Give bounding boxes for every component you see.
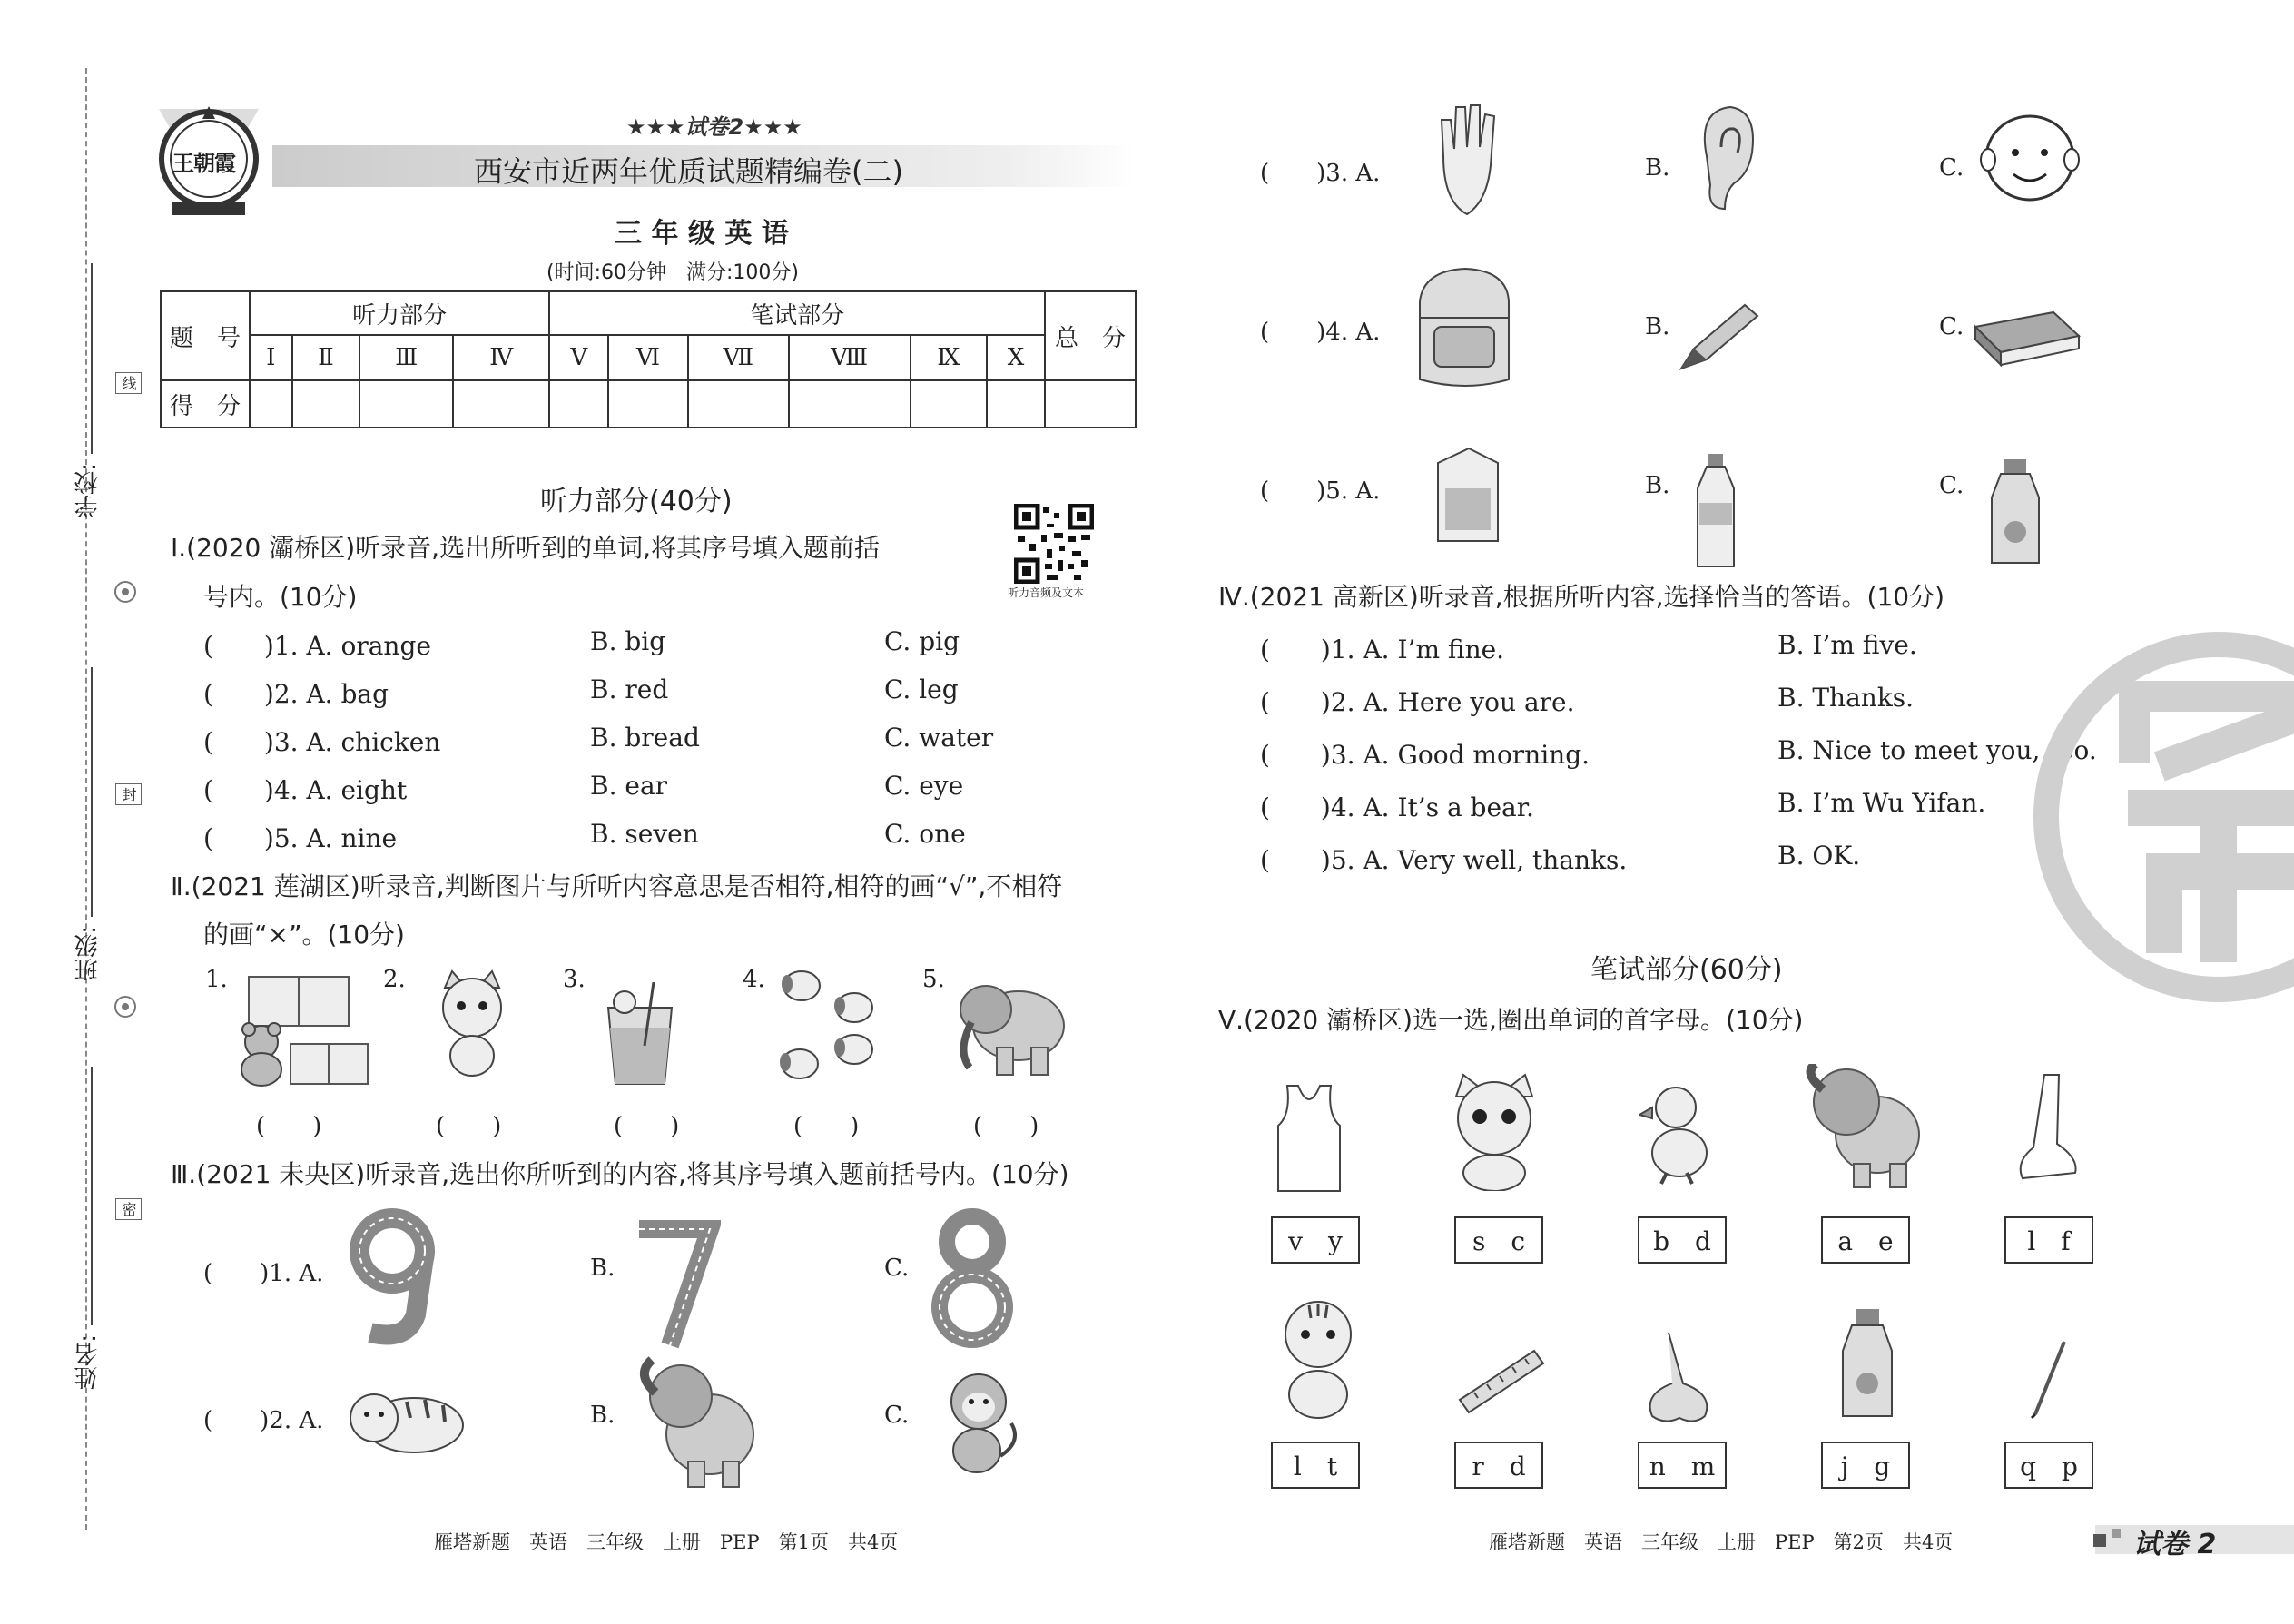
s4-q4-b: B. I’m Wu Yifan. [1777,788,1986,818]
letter-choice-box[interactable]: v y [1271,1216,1360,1264]
teddy-gift-icon [227,969,372,1088]
s3-q1-c: C. [884,1255,910,1282]
s1-q4[interactable]: ( )4. A. eight [203,775,408,805]
s3-q2-b: B. [590,1402,615,1429]
s4-q3[interactable]: ( )3. A. Good morning. [1260,740,1590,770]
water-bottle-icon [1690,452,1741,572]
numeral-cell: Ⅵ [608,335,688,380]
qr-code-icon [1014,504,1094,584]
s3-q4[interactable]: ( )4. A. [1260,319,1381,346]
juice-bottle-icon [1986,458,2044,568]
monkey-icon [935,1369,1026,1478]
s3-q3-b: B. [1645,154,1670,182]
score-cell[interactable] [911,380,987,428]
s1-q1-b: B. big [590,626,666,656]
numeral-cell: Ⅶ [688,335,789,380]
pencil-icon [1672,300,1763,378]
s1-q3-b: B. bread [590,723,700,753]
binding-line [85,68,87,1530]
score-cell[interactable] [292,380,360,428]
letter-choice-box[interactable]: j g [1821,1442,1910,1489]
s3-q3[interactable]: ( )3. A. [1260,160,1381,187]
school-blank[interactable] [91,263,93,454]
hand-icon [1431,102,1503,220]
number-8-icon [922,1206,1022,1351]
milk-carton-icon [1429,443,1507,545]
total-label: 总 分 [1045,291,1136,380]
s1-q3-c: C. water [884,723,994,753]
qr-caption: 听力音频及文本 [1008,586,1085,599]
s3-q4-c: C. [1939,313,1964,340]
badge-square [2093,1534,2106,1547]
s1-q5-c: C. one [884,819,966,849]
letter-choice-box[interactable]: s c [1454,1216,1543,1264]
backpack-icon [1405,265,1523,394]
binding-mark: 密 [115,1198,142,1220]
s4-q3-b: B. Nice to meet you, too. [1777,735,2097,765]
section-1-instruction: Ⅰ.(2020 灞桥区)听录音,选出所听到的单词,将其序号填入题前括 [171,533,880,563]
letter-choice-box[interactable]: a e [1821,1216,1910,1264]
s1-q1-c: C. pig [884,626,960,656]
s1-q4-c: C. eye [884,771,964,801]
letter-choice-box[interactable]: r d [1454,1442,1543,1489]
cat-icon [1443,1071,1545,1191]
s3-q3-c: C. [1939,154,1964,182]
section-2-instruction: 的画“×”。(10分) [203,920,405,950]
row-label: 题 号 [161,291,250,380]
numeral-cell: Ⅹ [987,335,1045,380]
exam-badge-stars: ★★★试卷2★★★ [626,114,802,140]
judge-paren[interactable]: ( ) [973,1113,1039,1140]
puppies-icon [776,966,885,1093]
s1-q2-c: C. leg [884,674,959,704]
section-1-instruction: 号内。(10分) [203,582,358,612]
s3-q5-c: C. [1939,472,1964,499]
s4-q2[interactable]: ( )2. A. Here you are. [1260,687,1575,717]
numeral-cell: Ⅲ [359,335,453,380]
judge-paren[interactable]: ( ) [614,1113,680,1140]
exam-badge: 试卷 2 [2133,1529,2217,1560]
duck-icon [1639,1082,1712,1186]
section-4-instruction: Ⅳ.(2021 高新区)听录音,根据所听内容,选择恰当的答语。(10分) [1218,582,1945,612]
letter-choice-box[interactable]: b d [1638,1216,1727,1264]
s2-num: 2. [383,966,406,993]
nose-icon [1641,1329,1716,1429]
score-cell[interactable] [688,380,789,428]
s2-num: 3. [563,966,586,993]
writing-heading: 笔试部分(60分) [1590,954,1783,986]
face-icon [1975,107,2084,207]
number-7-icon [630,1215,721,1351]
s1-q5[interactable]: ( )5. A. nine [203,823,398,853]
pen-icon [2028,1338,2070,1420]
s3-q2-c: C. [884,1402,910,1429]
s2-num: 1. [205,966,228,993]
s1-q3[interactable]: ( )3. A. chicken [203,727,441,757]
letter-choice-box[interactable]: l f [2004,1216,2093,1264]
binding-circle-icon [113,994,138,1019]
s4-q2-b: B. Thanks. [1777,683,1915,713]
ruler-icon [1456,1347,1547,1416]
letter-choice-box[interactable]: l t [1271,1442,1360,1489]
writing-label: 笔试部分 [549,291,1045,335]
s4-q1[interactable]: ( )1. A. I’m fine. [1260,635,1505,664]
numeral-cell: Ⅰ [250,335,292,380]
numeral-cell: Ⅴ [549,335,608,380]
name-label: 姓名: [74,1334,102,1390]
elephant-icon [635,1356,763,1492]
badge-square [2112,1529,2121,1538]
s2-num: 5. [922,966,945,993]
score-table [160,290,1137,428]
s1-q2-b: B. red [590,674,669,704]
letter-choice-box[interactable]: q p [2004,1442,2093,1489]
score-cell[interactable] [549,380,608,428]
name-blank[interactable] [91,1067,93,1325]
s3-q5[interactable]: ( )5. A. [1260,477,1381,505]
s4-q1-b: B. I’m five. [1777,630,1917,660]
binding-mark: 封 [115,783,142,805]
score-cell[interactable] [359,380,453,428]
subject-title: 三 年 级 英 语 [615,218,789,250]
score-cell[interactable] [453,380,549,428]
page-footer-right: 雁塔新题 英语 三年级 上册 PEP 第2页 共4页 [1489,1531,1954,1553]
numeral-cell: Ⅷ [789,335,911,380]
book-icon [1970,307,2082,370]
numeral-cell: Ⅸ [911,335,987,380]
s2-num: 4. [743,966,765,993]
class-blank[interactable] [91,667,93,917]
school-label: 学校: [74,463,102,518]
number-9-icon [343,1206,443,1351]
s4-q5-b: B. OK. [1777,841,1861,871]
elephant-icon [1801,1064,1925,1191]
score-cell[interactable] [987,380,1045,428]
judge-paren[interactable]: ( ) [256,1113,322,1140]
numeral-cell: Ⅱ [292,335,360,380]
juice-bottle-icon [1837,1307,1897,1422]
row-label: 得 分 [161,380,250,428]
s4-q5[interactable]: ( )5. A. Very well, thanks. [1260,845,1628,875]
class-label: 班级: [74,926,102,981]
s1-q4-b: B. ear [590,771,668,801]
listening-heading: 听力部分(40分) [540,486,733,517]
s1-q2[interactable]: ( )2. A. bag [203,679,389,709]
score-cell[interactable] [250,380,292,428]
score-cell[interactable] [789,380,911,428]
score-cell[interactable] [608,380,688,428]
judge-paren[interactable]: ( ) [436,1113,502,1140]
s4-q4[interactable]: ( )4. A. It’s a bear. [1260,792,1534,822]
kitten-icon [427,969,517,1078]
juice-glass-icon [599,982,681,1089]
binding-circle-icon [113,579,138,605]
s3-q1-b: B. [590,1255,615,1282]
section-2-instruction: Ⅱ.(2021 莲湖区)听录音,判断图片与所听内容意思是否相符,相符的画“√”,不相符 [171,871,1063,901]
numeral-cell: Ⅳ [453,335,549,380]
mi-stamp-icon [2019,626,2294,1017]
logo-text: 王朝霞 [172,151,235,176]
ear-icon [1689,102,1761,220]
s1-q1[interactable]: ( )1. A. orange [203,631,431,661]
s3-q5-b: B. [1645,472,1670,499]
s3-q4-b: B. [1645,313,1670,340]
listening-label: 听力部分 [250,291,549,335]
time-info: (时间:60分钟 满分:100分) [546,261,799,284]
binding-mark: 线 [115,372,142,394]
tiger-icon [343,1371,470,1462]
page-title: 西安市近两年优质试题精编卷(二) [474,154,903,189]
elephant-icon [951,979,1069,1078]
score-cell[interactable] [1045,380,1136,428]
judge-paren[interactable]: ( ) [793,1113,860,1140]
s1-q5-b: B. seven [590,819,699,849]
page-footer-left: 雁塔新题 英语 三年级 上册 PEP 第1页 共4页 [434,1531,899,1553]
letter-choice-box[interactable]: n m [1638,1442,1727,1489]
s3-q1[interactable]: ( )1. A. [203,1260,324,1287]
tiger-cub-icon [1271,1296,1365,1422]
foot-icon [2012,1071,2084,1187]
section-3-instruction: Ⅲ.(2021 未央区)听录音,选出你所听到的内容,将其序号填入题前括号内。(10分) [171,1159,1069,1189]
section-5-instruction: Ⅴ.(2020 灞桥区)选一选,圈出单词的首字母。(10分) [1218,1005,1804,1035]
vest-icon [1275,1082,1344,1195]
s3-q2[interactable]: ( )2. A. [203,1407,324,1434]
